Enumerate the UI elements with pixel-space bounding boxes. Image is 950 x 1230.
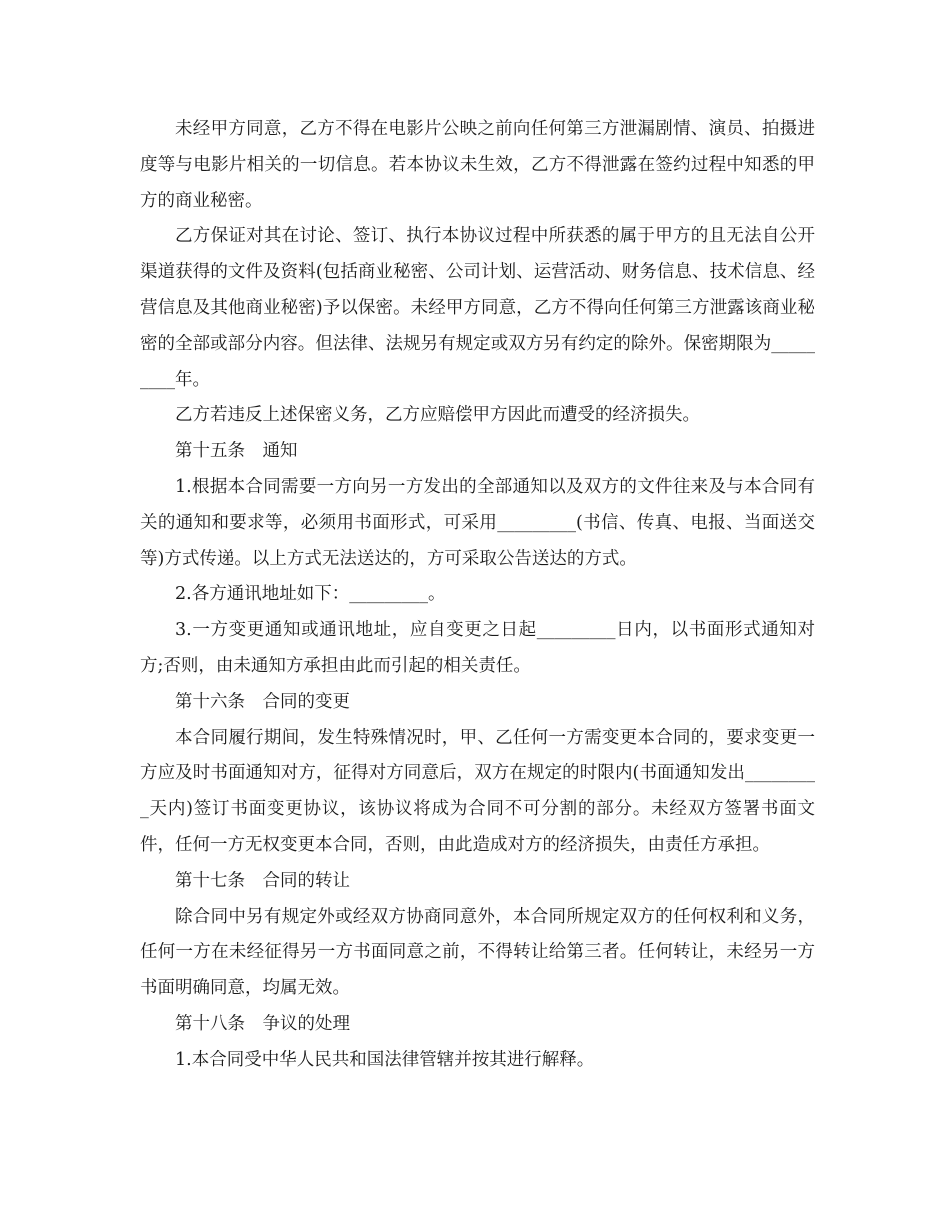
paragraph-contract-change: 本合同履行期间，发生特殊情况时，甲、乙任何一方需变更本合同的，要求变更一方应及时书面通知对方，征得对方同意后，双方在规定的时限内(书面通知发出_________天内)签订书面变更协议，该协议将成为合同不可分割的部分。未经双方签署书面文件，任何一方无权变更本合同，否则，由此造成对方的经济损失，由责任方承担。 xyxy=(140,727,815,855)
paragraph-notice-3: 3.一方变更通知或通讯地址，应自变更之日起_________日内，以书面形式通知对方;否则，由未通知方承担由此而引起的相关责任。 xyxy=(140,620,815,676)
paragraph-confidentiality-scope: 乙方保证对其在讨论、签订、执行本协议过程中所获悉的属于甲方的且无法自公开渠道获得的文件及资料(包括商业秘密、公司计划、运营活动、财务信息、技术信息、经营信息及其他商业秘密)予以保密。未经甲方同意，乙方不得向任何第三方泄露该商业秘密的全部或部分内容。但法律、法规另有规定或双方另有约定的除外。保密期限为_________年。 xyxy=(140,226,815,390)
article-17-heading: 第十七条 合同的转让 xyxy=(175,870,350,891)
article-16-heading: 第十六条 合同的变更 xyxy=(175,691,350,712)
paragraph-dispute-1: 1.本合同受中华人民共和国法律管辖并按其进行解释。 xyxy=(175,1049,595,1070)
paragraph-confidentiality-intro: 未经甲方同意，乙方不得在电影片公映之前向任何第三方泄漏剧情、演员、拍摄进度等与电影片相关的一切信息。若本协议未生效，乙方不得泄露在签约过程中知悉的甲方的商业秘密。 xyxy=(140,119,815,211)
article-18-heading: 第十八条 争议的处理 xyxy=(175,1013,350,1034)
document-body xyxy=(140,112,815,1079)
paragraph-notice-1: 1.根据本合同需要一方向另一方发出的全部通知以及双方的文件往来及与本合同有关的通知和要求等，必须用书面形式，可采用_________(书信、传真、电报、当面送交等)方式传递。以上方式无法送达的，方可采取公告送达的方式。 xyxy=(140,476,815,569)
paragraph-notice-2: 2.各方通讯地址如下：_________。 xyxy=(175,584,446,605)
paragraph-contract-transfer: 除合同中另有规定外或经双方协商同意外，本合同所规定双方的任何权利和义务，任何一方在未经征得另一方书面同意之前，不得转让给第三者。任何转让，未经另一方书面明确同意，均属无效。 xyxy=(140,906,815,999)
paragraph-confidentiality-breach: 乙方若违反上述保密义务，乙方应赔偿甲方因此而遭受的经济损失。 xyxy=(175,405,700,426)
article-15-heading: 第十五条 通知 xyxy=(175,441,298,462)
